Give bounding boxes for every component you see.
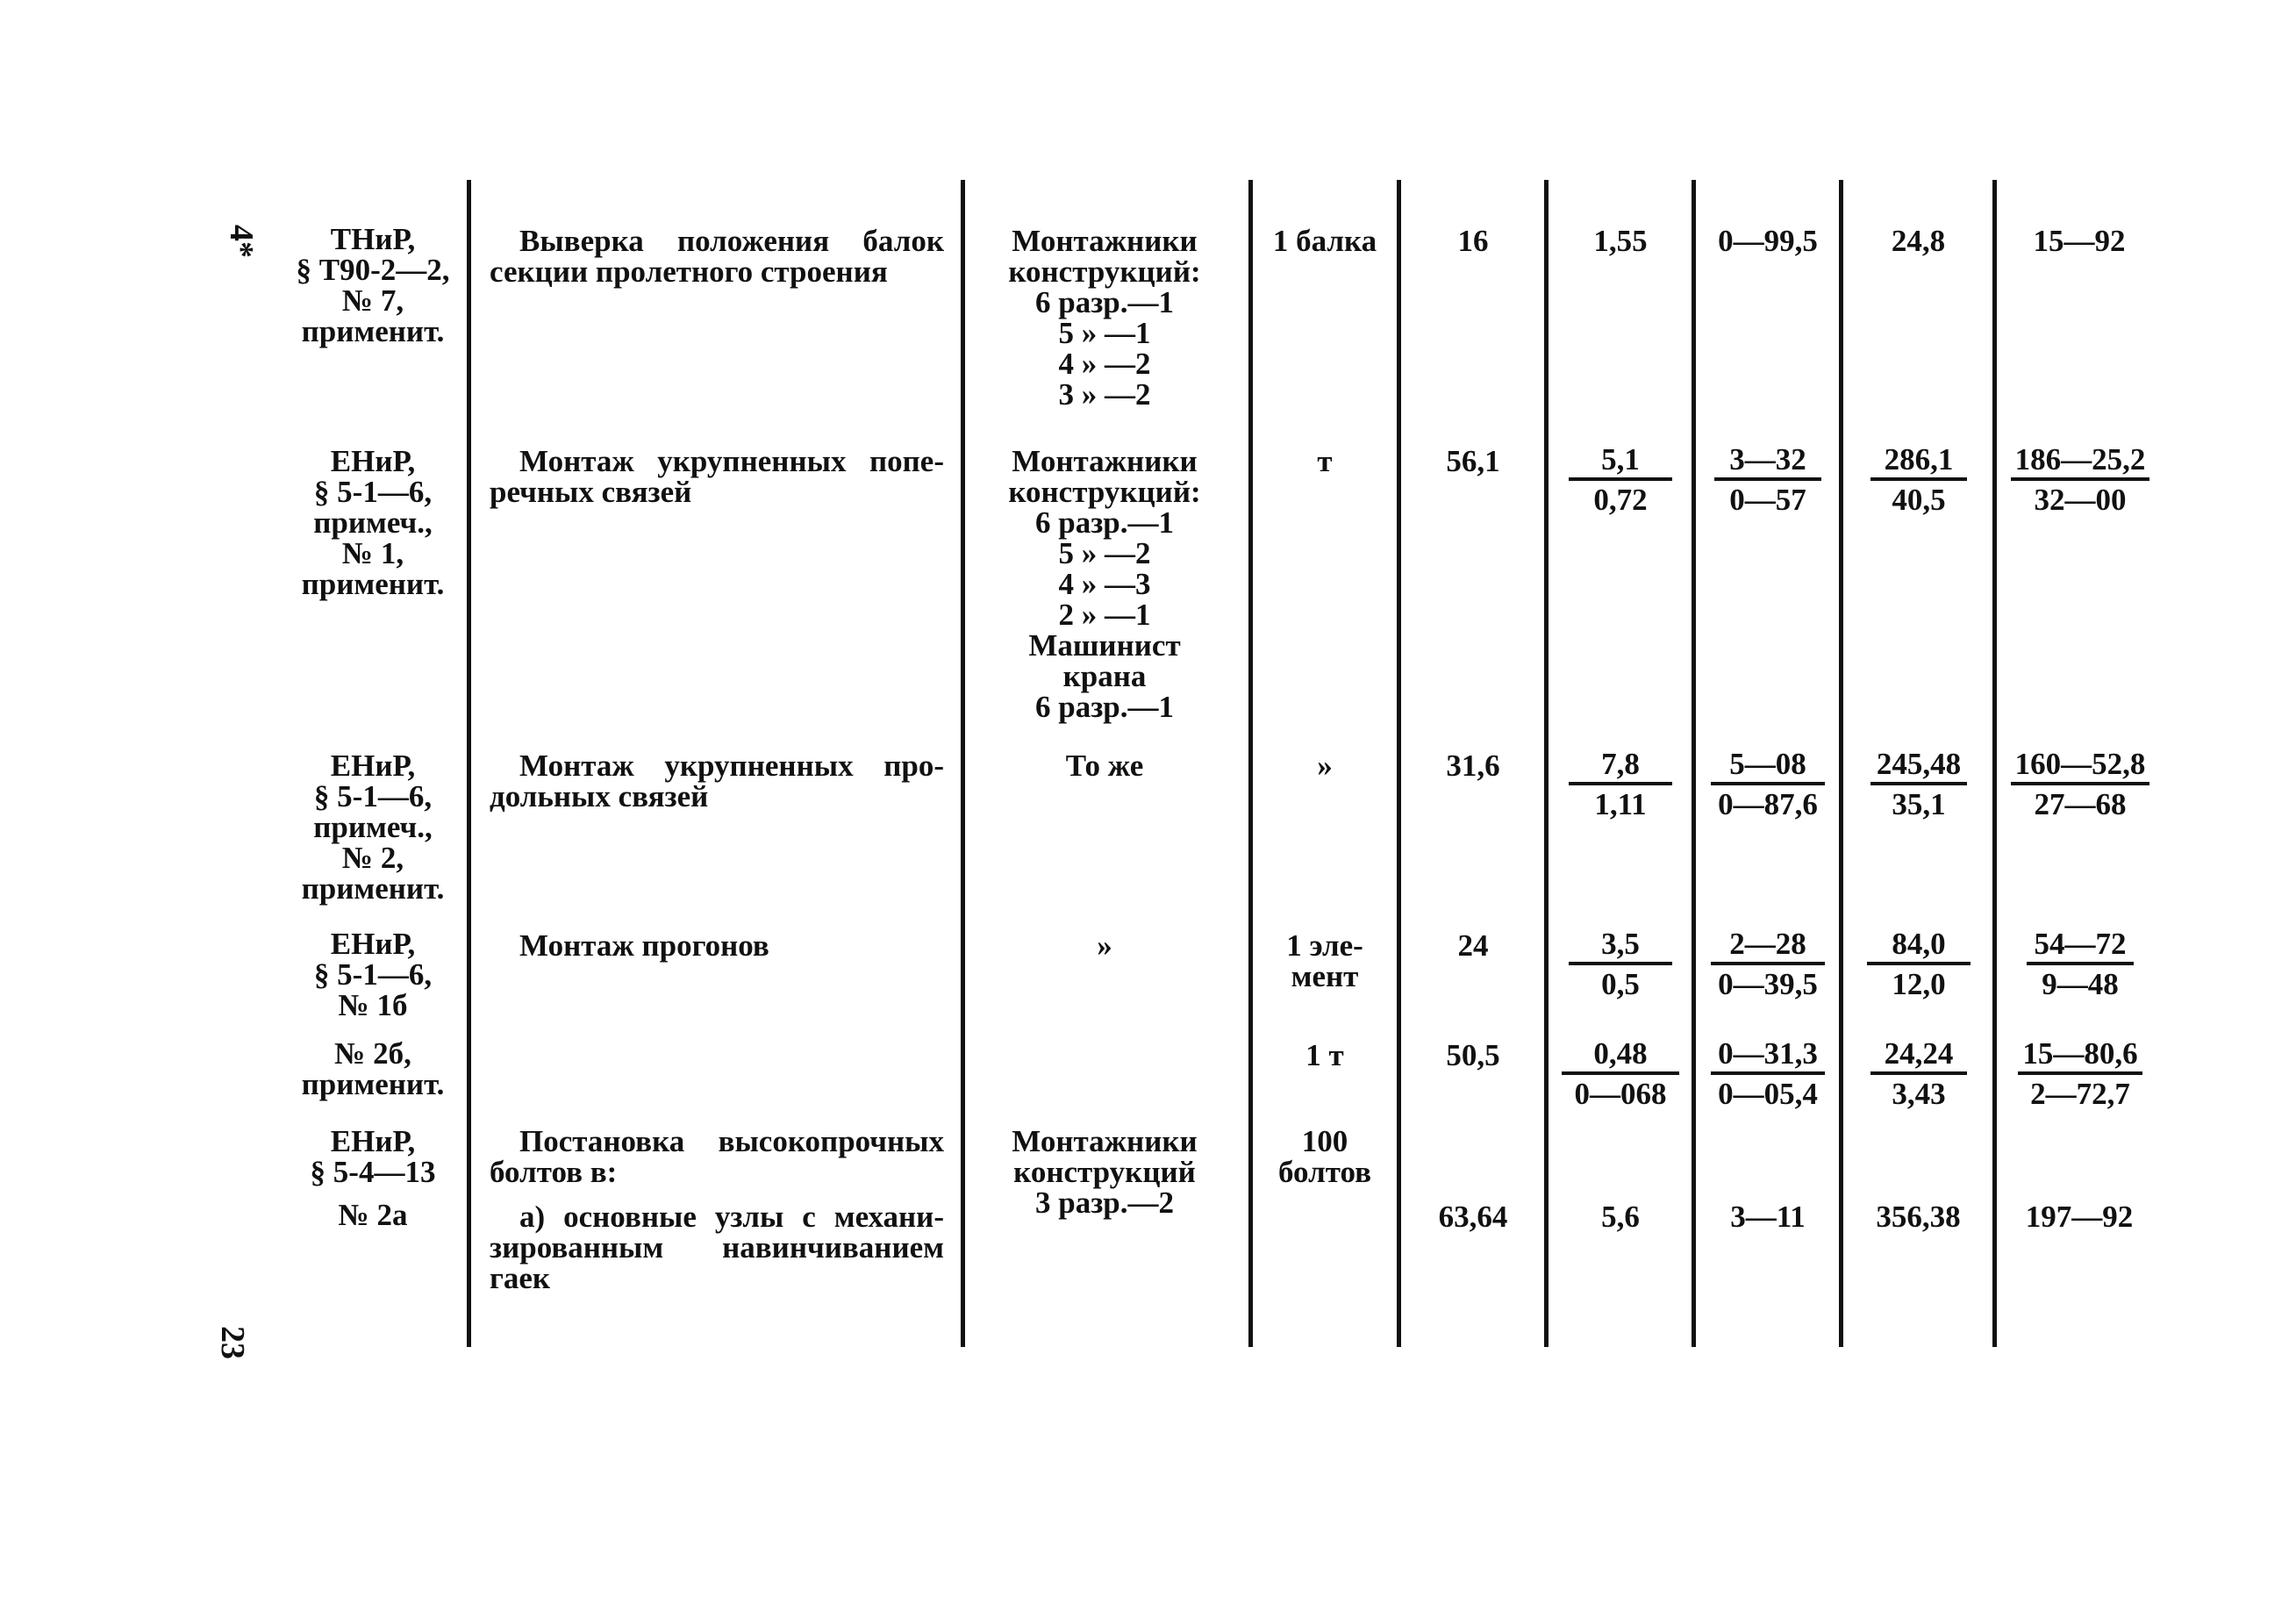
crew-cell: То же [1065, 749, 1144, 783]
unit-cell: » [1317, 749, 1333, 783]
crew-cell: Монтажники конструкций: 6 разр.—1 5 » —2 4 » —3 2 » —1 Машинист крана 6 разр.—1 [1008, 444, 1201, 724]
column-rule [1692, 180, 1696, 1347]
work-description-cell: Монтаж прогонов [519, 928, 769, 963]
volume-cell: 50,5 [1446, 1038, 1500, 1072]
rate-fraction: $\frac{3—32}{0—57}$ [1714, 444, 1821, 515]
total-cost-fraction: $\frac{186—25,2}{32—00}$ [2011, 444, 2149, 515]
rate-fraction: $\frac{5—08}{0—87,6}$ [1711, 749, 1825, 820]
volume-cell: 16 [1457, 224, 1489, 258]
total-time-fraction: $\frac{24,24}{3,43}$ [1870, 1038, 1967, 1109]
unit-cell: 1 балка [1272, 224, 1377, 258]
crew-cell: Монтажники конструкций 3 разр.—2 [1012, 1124, 1198, 1220]
total-cost-fraction: $\frac{160—52,8}{27—68}$ [2011, 749, 2149, 820]
rate-cell: 3—11 [1730, 1200, 1806, 1234]
norm-time-fraction: $\frac{5,1}{0,72}$ [1569, 444, 1672, 515]
source-cell: ТНиР, § Т90-2—2, № 7, применит. [296, 222, 450, 348]
total-cost-fraction: $\frac{15—80,6}{2—72,7}$ [2018, 1038, 2142, 1109]
crew-cell: Монтажники конструкций: 6 разр.—1 5 » —1 4 » —2 3 » —2 [1008, 224, 1201, 412]
total-cost-cell: 15—92 [2033, 224, 2126, 258]
total-time-cell: 24,8 [1891, 224, 1946, 258]
work-description-cell: Монтаж укрупненных про- дольных связей [490, 749, 944, 813]
column-rule [1992, 180, 1997, 1347]
column-rule [1397, 180, 1401, 1347]
work-description-cell: а) основные узлы с механи- зированным навинчиванием гаек [490, 1200, 944, 1295]
source-cell: ЕНиР, § 5-1—6, № 1б [313, 927, 433, 1022]
volume-cell: 63,64 [1438, 1200, 1508, 1234]
volume-cell: 24 [1457, 928, 1489, 963]
column-rule [1544, 180, 1549, 1347]
norm-time-fraction: $\frac{0,48}{0—068}$ [1562, 1038, 1679, 1109]
work-description-cell: Постановка высокопрочных болтов в: [490, 1124, 944, 1189]
norm-time-cell: 1,55 [1593, 224, 1648, 258]
column-rule [467, 180, 471, 1347]
total-time-cell: 356,38 [1876, 1200, 1961, 1234]
norm-time-fraction: $\frac{3,5}{0,5}$ [1569, 928, 1672, 1000]
volume-cell: 56,1 [1446, 444, 1500, 478]
norm-time-cell: 5,6 [1601, 1200, 1640, 1234]
unit-cell: 1 эле- мент [1286, 928, 1363, 993]
norm-time-fraction: $\frac{7,8}{1,11}$ [1569, 749, 1672, 820]
unit-cell: т [1317, 444, 1333, 478]
source-cell: ЕНиР, § 5-4—13 [310, 1124, 436, 1189]
rate-fraction: $\frac{0—31,3}{0—05,4}$ [1711, 1038, 1825, 1109]
crew-cell: » [1097, 928, 1112, 963]
source-cell: № 2б, применит. [301, 1036, 445, 1101]
unit-cell: 100 болтов [1278, 1124, 1371, 1189]
work-description-cell: Монтаж укрупненных попе- речных связей [490, 444, 944, 509]
total-time-fraction: $\frac{245,48}{35,1}$ [1870, 749, 1967, 820]
total-time-fraction: $\frac{84,0}{12,0}$ [1867, 928, 1971, 1000]
column-rule [1839, 180, 1843, 1347]
work-description-cell: Выверка положения балок секции пролетного строения [490, 224, 944, 289]
rate-cell: 0—99,5 [1718, 224, 1818, 258]
source-cell: ЕНиР, § 5-1—6, примеч., № 2, применит. [301, 749, 445, 906]
total-cost-fraction: $\frac{54—72}{9—48}$ [2027, 928, 2134, 1000]
rate-fraction: $\frac{2—28}{0—39,5}$ [1711, 928, 1825, 1000]
column-rule [961, 180, 965, 1347]
margin-label: 4* [223, 225, 260, 258]
total-cost-cell: 197—92 [2025, 1200, 2134, 1234]
page-number: 23 [214, 1326, 251, 1359]
volume-cell: 31,6 [1446, 749, 1500, 783]
unit-cell: 1 т [1305, 1038, 1344, 1072]
total-time-fraction: $\frac{286,1}{40,5}$ [1870, 444, 1967, 515]
source-cell: № 2а [338, 1198, 408, 1232]
column-rule [1248, 180, 1253, 1347]
source-cell: ЕНиР, § 5-1—6, примеч., № 1, применит. [301, 444, 445, 601]
